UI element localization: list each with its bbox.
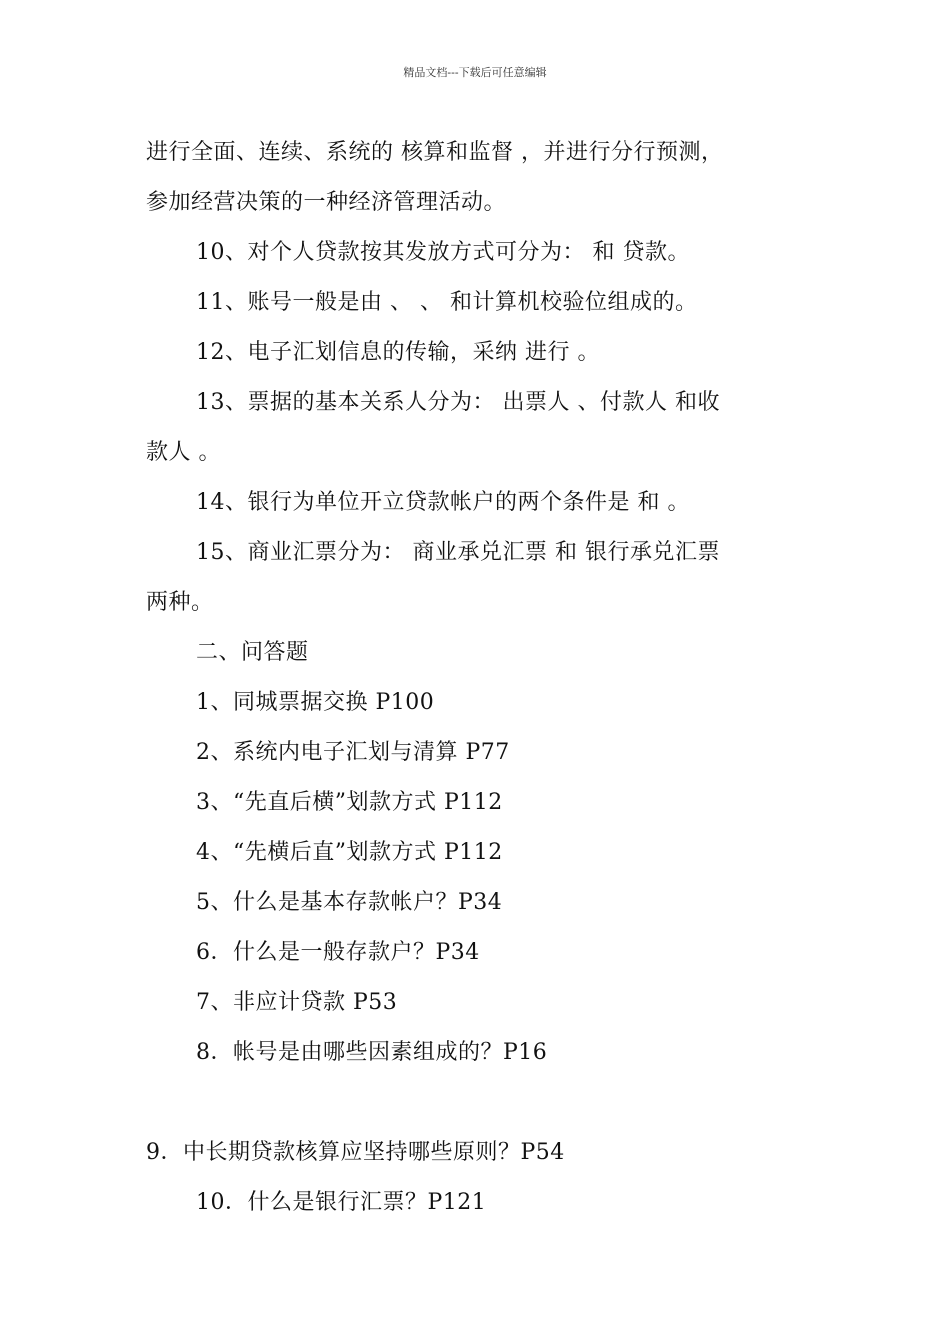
text-line: 两种。 [146,590,214,615]
qa-item-3: 3、“先直后横”划款方式 P112 [196,790,503,815]
blank-spacer [146,1078,816,1128]
qa-item-9: 9．中长期贷款核算应坚持哪些原则？P54 [146,1140,565,1165]
text-line: 参加经营决策的一种经济管理活动。 [146,190,507,215]
qa-item-1: 1、同城票据交换 P100 [196,690,435,715]
qa-item-7: 7、非应计贷款 P53 [196,990,398,1015]
question-13: 13、票据的基本关系人分为： 出票人 、付款人 和收 [196,390,720,415]
page-header: 精品文档---下载后可任意编辑 [403,66,547,79]
text-line: 款人 。 [146,440,221,465]
question-15: 15、商业汇票分为： 商业承兑汇票 和 银行承兑汇票 [196,540,720,565]
question-14: 14、银行为单位开立贷款帐户的两个条件是 和 。 [196,490,690,515]
qa-item-5: 5、什么是基本存款帐户？P34 [196,890,503,915]
document-body [146,128,816,1228]
section-heading: 二、问答题 [196,640,309,665]
text-line: 进行全面、连续、系统的 核算和监督 ，并进行分行预测， [146,140,724,165]
question-11: 11、账号一般是由 、 、 和计算机校验位组成的。 [196,290,698,315]
question-10: 10、对个人贷款按其发放方式可分为： 和 贷款。 [196,240,690,265]
question-12: 12、电子汇划信息的传输，采纳 进行 。 [196,340,600,365]
qa-item-4: 4、“先横后直”划款方式 P112 [196,840,503,865]
qa-item-2: 2、系统内电子汇划与清算 P77 [196,740,510,765]
qa-item-10: 10．什么是银行汇票？P121 [196,1190,487,1215]
qa-item-8: 8．帐号是由哪些因素组成的？P16 [196,1040,548,1065]
qa-item-6: 6．什么是一般存款户？P34 [196,940,480,965]
